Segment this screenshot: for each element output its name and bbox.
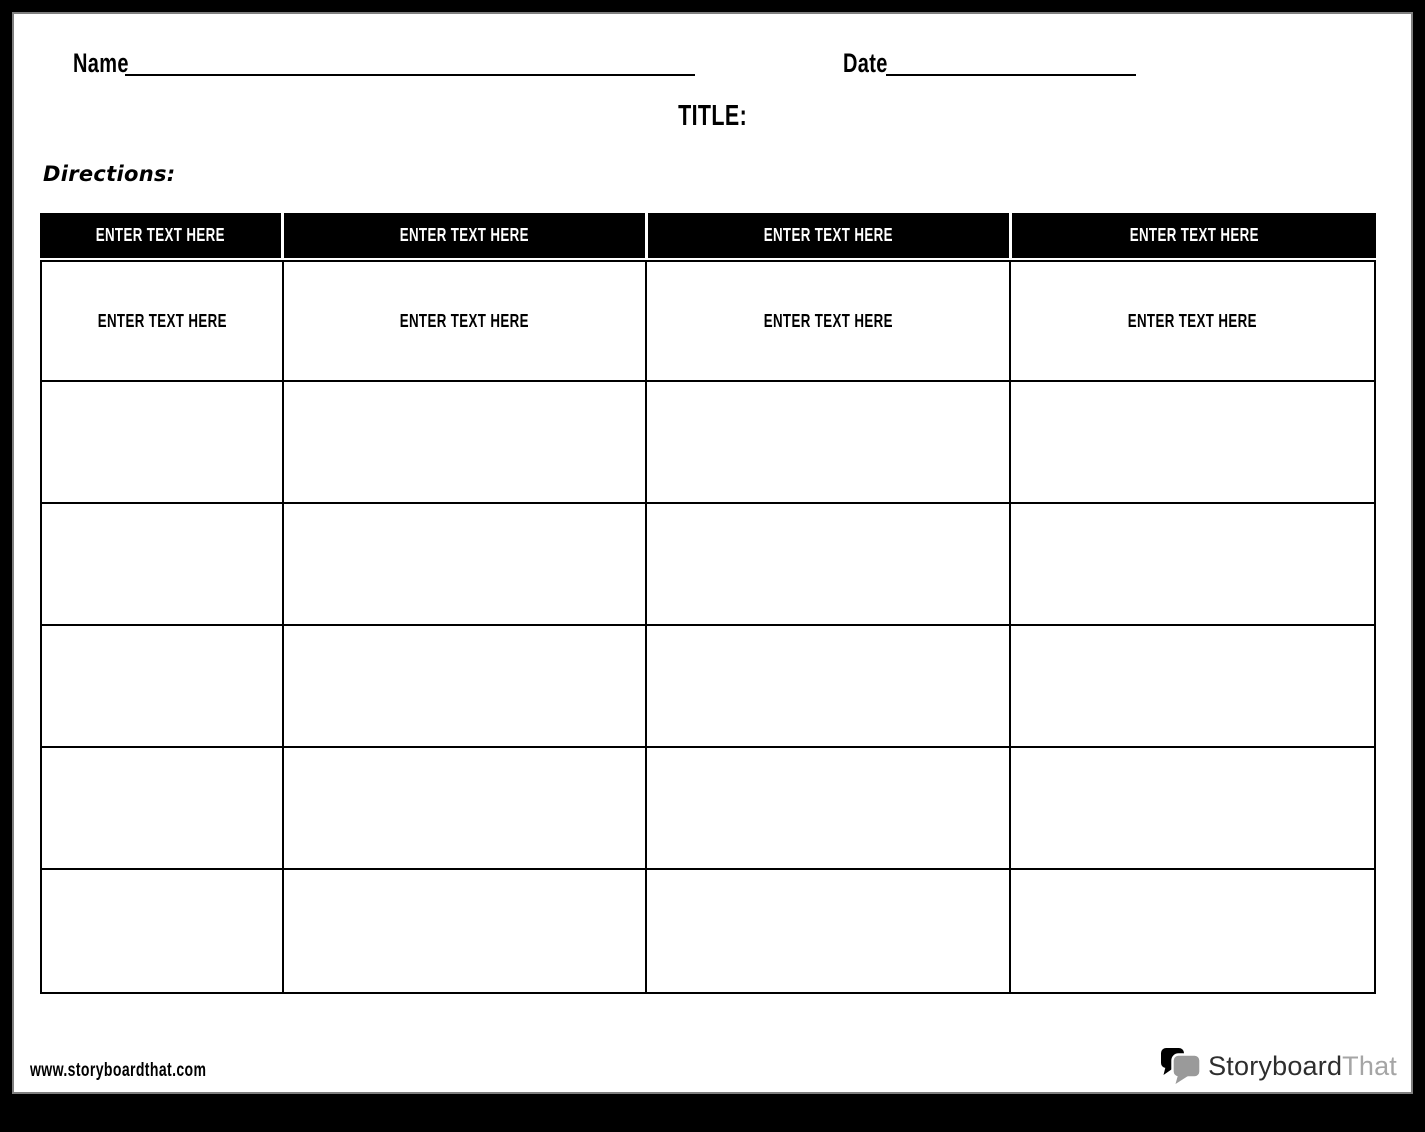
worksheet-title <box>14 100 1411 133</box>
first-row-cell[interactable] <box>284 262 647 380</box>
table-row <box>42 262 1374 382</box>
first-row-cell[interactable] <box>1011 262 1374 380</box>
table-row <box>42 748 1374 870</box>
empty-cell[interactable] <box>647 626 1010 746</box>
column-header-cell[interactable] <box>284 213 648 258</box>
directions-label: Directions: <box>43 162 176 186</box>
empty-cell[interactable] <box>284 870 647 992</box>
table-row <box>42 382 1374 504</box>
empty-cell[interactable] <box>1011 504 1374 624</box>
empty-cell[interactable] <box>42 748 284 868</box>
empty-cell[interactable] <box>1011 626 1374 746</box>
empty-cell[interactable] <box>284 626 647 746</box>
logo-text-primary: Storyboard <box>1208 1051 1343 1081</box>
empty-cell[interactable] <box>647 748 1010 868</box>
speech-bubbles-icon <box>1161 1048 1201 1085</box>
empty-cell[interactable] <box>42 870 284 992</box>
cell-placeholder-text: ENTER TEXT HERE <box>763 310 893 331</box>
table-header-row <box>40 213 1376 258</box>
footer-url <box>30 1060 268 1082</box>
empty-cell[interactable] <box>647 504 1010 624</box>
empty-cell[interactable] <box>1011 748 1374 868</box>
empty-cell[interactable] <box>42 504 284 624</box>
footer-url-text: www.storyboardthat.com <box>30 1060 207 1081</box>
empty-cell[interactable] <box>1011 382 1374 502</box>
column-header-text: ENTER TEXT HERE <box>1129 225 1259 245</box>
logo-text <box>1208 1053 1397 1080</box>
column-header-cell[interactable] <box>40 213 284 258</box>
column-header-text: ENTER TEXT HERE <box>399 225 530 245</box>
worksheet-title-text: TITLE: <box>678 100 747 132</box>
empty-cell[interactable] <box>284 382 647 502</box>
table-body <box>40 260 1376 994</box>
empty-cell[interactable] <box>284 748 647 868</box>
empty-cell[interactable] <box>42 382 284 502</box>
column-header-cell[interactable] <box>648 213 1012 258</box>
empty-cell[interactable] <box>42 626 284 746</box>
table-row <box>42 504 1374 626</box>
empty-cell[interactable] <box>1011 870 1374 992</box>
empty-cell[interactable] <box>647 870 1010 992</box>
empty-cell[interactable] <box>647 382 1010 502</box>
storyboardthat-logo <box>1161 1048 1397 1085</box>
date-write-line[interactable] <box>886 74 1136 76</box>
column-header-text: ENTER TEXT HERE <box>95 225 226 245</box>
table-row <box>42 626 1374 748</box>
column-header-cell[interactable] <box>1012 213 1376 258</box>
worksheet-page <box>12 12 1413 1094</box>
cell-placeholder-text: ENTER TEXT HERE <box>400 310 530 331</box>
cell-placeholder-text: ENTER TEXT HERE <box>1127 310 1257 331</box>
cell-placeholder-text: ENTER TEXT HERE <box>97 310 227 331</box>
name-label-text: Name <box>73 48 129 78</box>
column-header-text: ENTER TEXT HERE <box>763 225 894 245</box>
text-table <box>40 213 1376 994</box>
name-write-line[interactable] <box>125 74 695 76</box>
logo-text-secondary: That <box>1342 1051 1397 1081</box>
empty-cell[interactable] <box>284 504 647 624</box>
table-row <box>42 870 1374 992</box>
date-label-text: Date <box>843 48 888 78</box>
first-row-cell[interactable] <box>42 262 284 380</box>
first-row-cell[interactable] <box>647 262 1010 380</box>
